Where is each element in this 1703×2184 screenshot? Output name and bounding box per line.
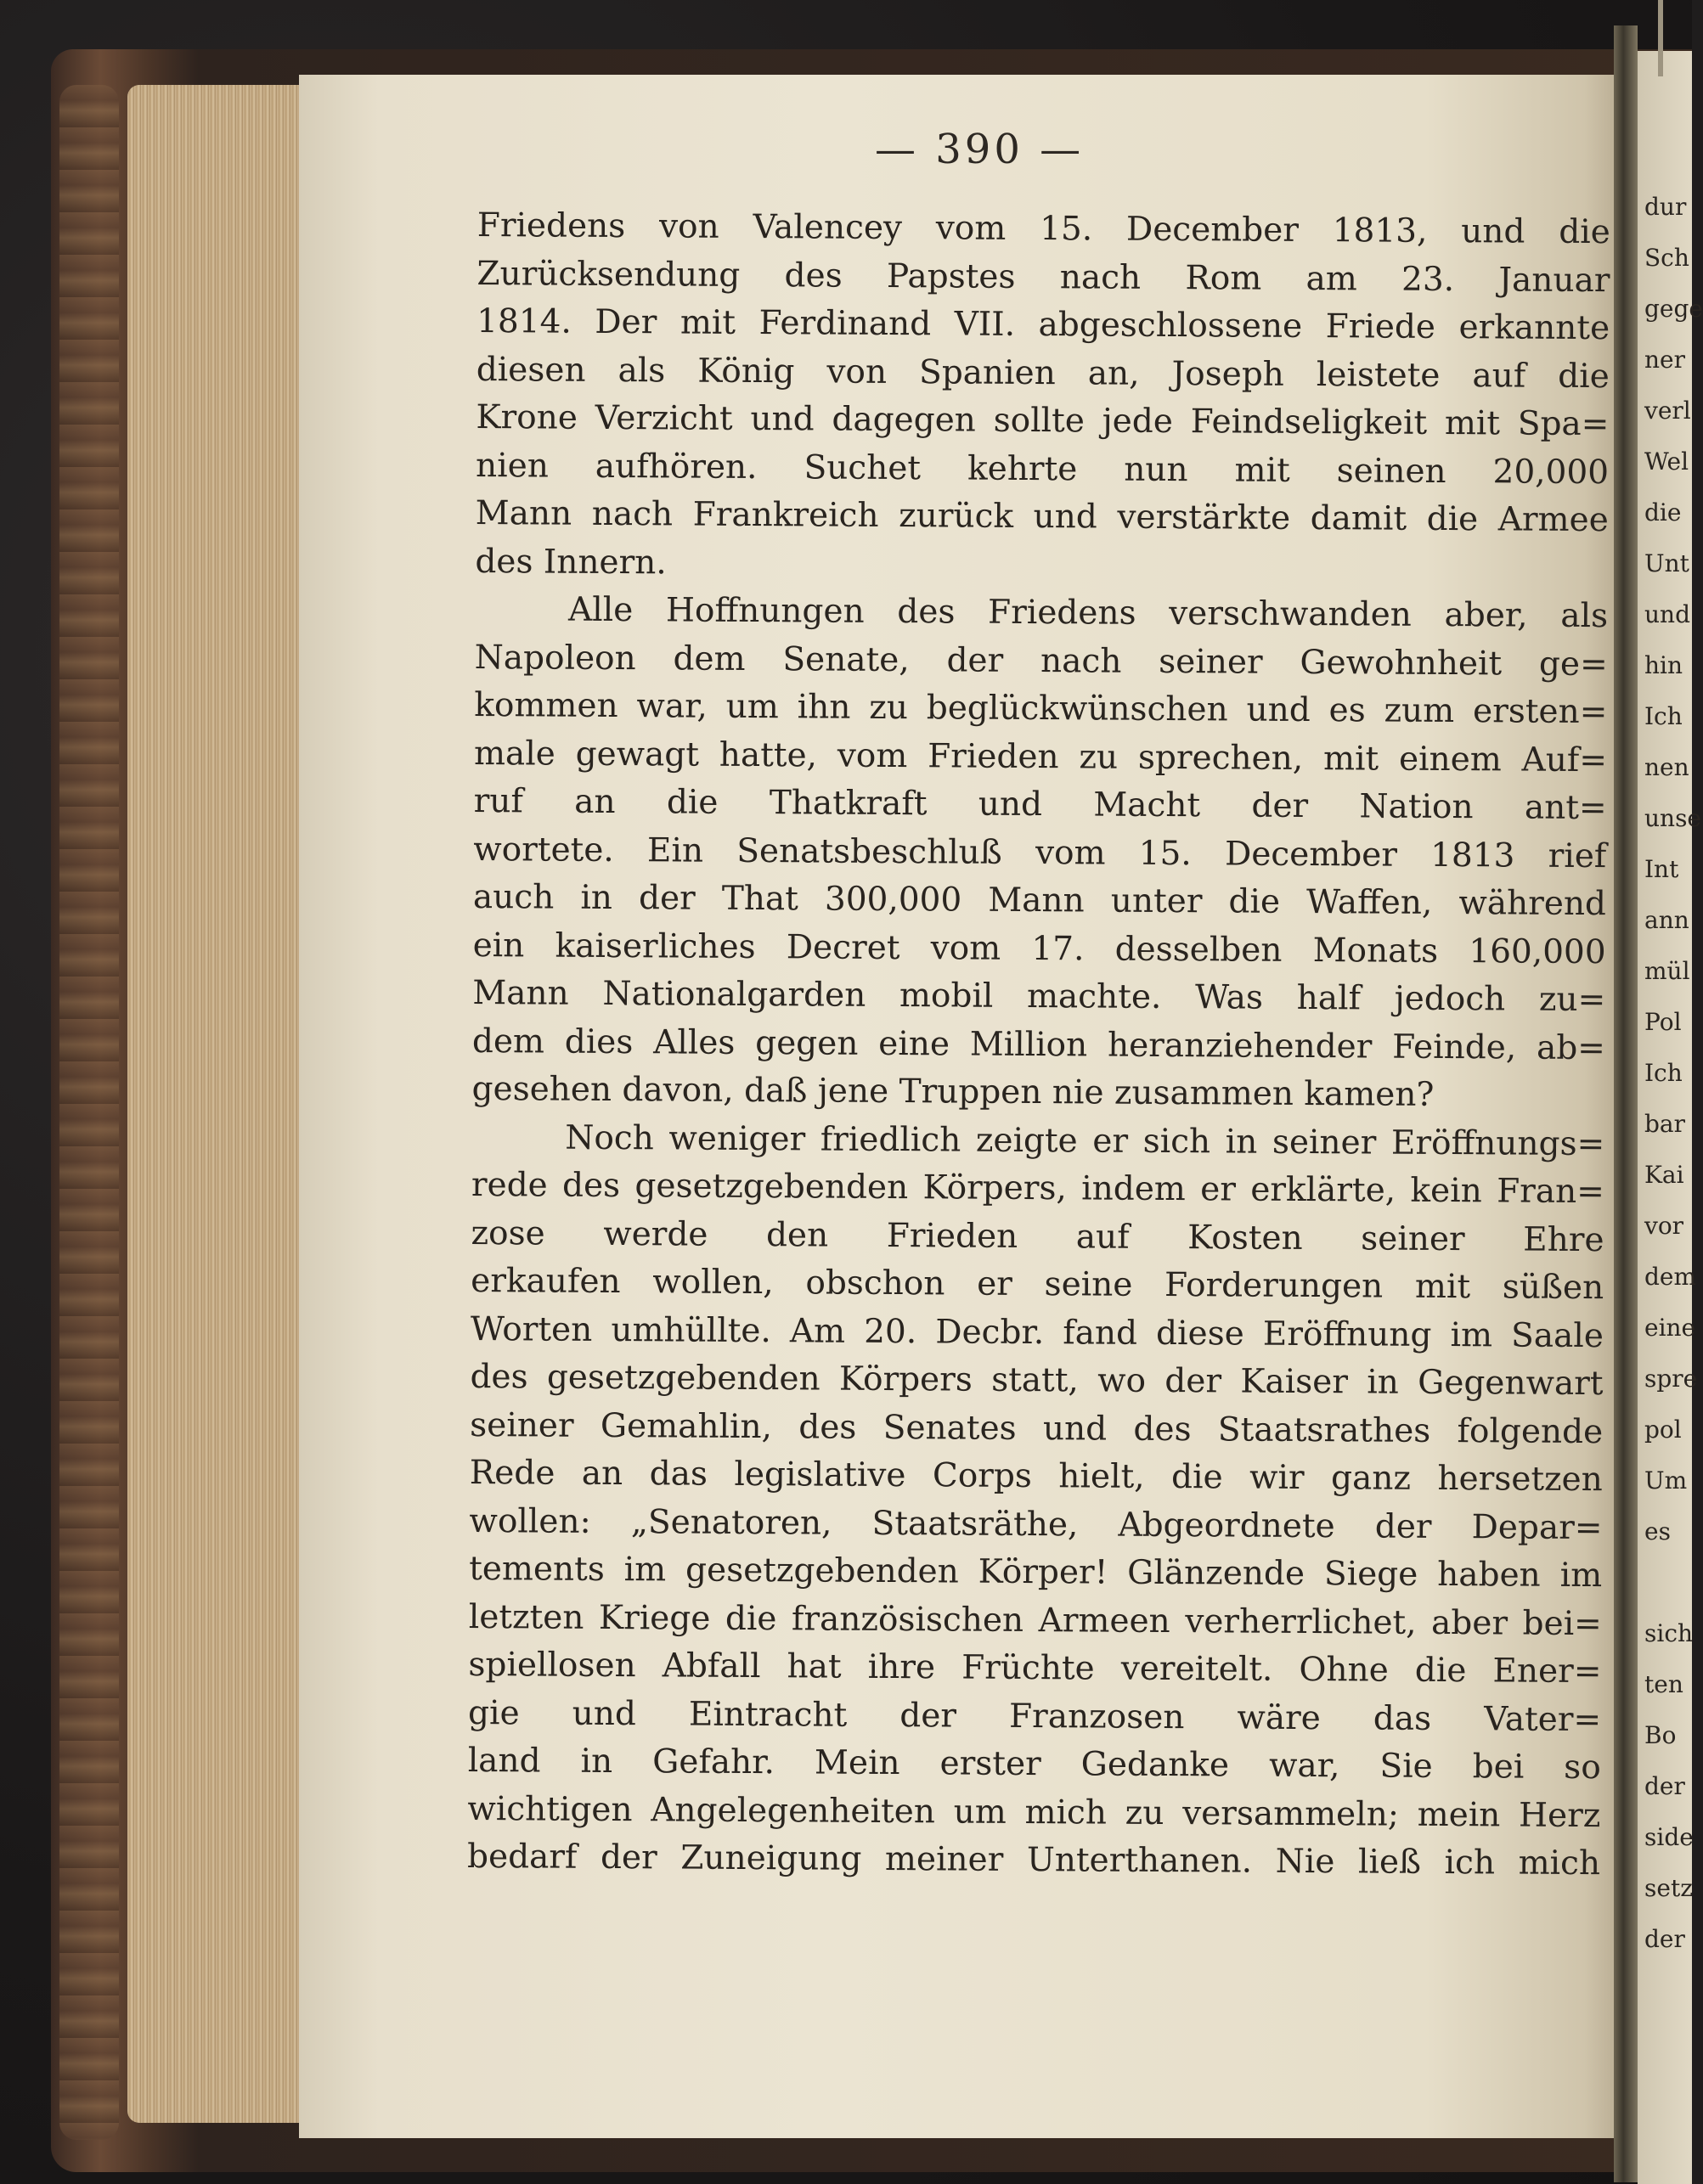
facing-page-fragment: ann <box>1644 906 1689 934</box>
text-line: zose werde den Frieden auf Kosten seiner Ehre <box>471 1213 1604 1259</box>
text-line: kommen war, um ihn zu beglückwünschen und es zum ersten= <box>474 685 1608 732</box>
facing-page-fragment: Kai <box>1644 1161 1684 1189</box>
text-line: spiellosen Abfall hat ihre Früchte vereitelt. Ohne die Ener= <box>468 1645 1602 1691</box>
facing-page-fragment: Ich <box>1644 1059 1683 1087</box>
facing-page-fragment: Sch <box>1644 244 1689 272</box>
text-line: seiner Gemahlin, des Senates und des Staatsrathes folgende <box>470 1405 1604 1451</box>
cover-wear <box>59 85 119 2140</box>
facing-page-fragment: dur <box>1644 193 1687 221</box>
text-line: bedarf der Zuneigung meiner Unterthanen. Nie ließ ich mich <box>466 1837 1601 1883</box>
text-line: erkaufen wollen, obschon er seine Forderungen mit süßen <box>471 1261 1604 1308</box>
facing-page-fragment: der <box>1644 1925 1685 1953</box>
facing-page-fragment: eine <box>1644 1314 1696 1342</box>
text-line: auch in der That 300,000 Mann unter die Waffen, während <box>472 877 1607 924</box>
facing-page-fragment: hin <box>1644 651 1683 679</box>
facing-page-edge <box>1638 51 1703 2184</box>
facing-page-fragment: nen <box>1644 753 1689 781</box>
facing-page-fragment: spre <box>1644 1365 1698 1393</box>
text-line: gie und Eintracht der Franzosen wäre das Vater= <box>467 1693 1602 1739</box>
text-line: Rede an das legislative Corps hielt, die wir ganz hersetzen <box>469 1453 1603 1500</box>
text-line: Zurücksendung des Papstes nach Rom am 23. Januar <box>477 254 1610 300</box>
facing-page-fragment: side <box>1644 1823 1694 1851</box>
text-line: letzten Kriege die französischen Armeen verherrlichet, aber bei= <box>468 1597 1602 1643</box>
facing-page-fragment: dem <box>1644 1263 1697 1291</box>
book-gutter <box>1614 25 1638 2182</box>
facing-page-fragment: Int <box>1644 855 1679 883</box>
text-line: des gesetzgebenden Körpers statt, wo der Kaiser in Gegenwart <box>470 1357 1604 1404</box>
text-line: diesen als König von Spanien an, Joseph leistete auf die <box>476 350 1610 396</box>
text-line: male gewagt hatte, vom Frieden zu sprechen, mit einem Auf= <box>473 734 1608 780</box>
text-line: gesehen davon, daß jene Truppen nie zusammen kamen? <box>471 1069 1435 1114</box>
facing-page-fragment: sich <box>1644 1619 1694 1647</box>
facing-page-fragment: verl <box>1644 397 1691 425</box>
facing-page-fragment: unse <box>1644 804 1702 832</box>
facing-page-fragment: ner <box>1644 346 1685 374</box>
text-line: wichtigen Angelegenheiten um mich zu versammeln; mein Herz <box>467 1789 1601 1835</box>
page-corner <box>1658 0 1663 76</box>
text-line: land in Gefahr. Mein erster Gedanke war, Sie bei so <box>467 1741 1601 1787</box>
facing-page-fragment: gege <box>1644 295 1703 323</box>
text-line: Mann nach Frankreich zurück und verstärkte damit die Armee <box>475 493 1609 540</box>
facing-page-fragment: Um <box>1644 1466 1688 1494</box>
text-line: wortete. Ein Senatsbeschluß vom 15. December 1813 rief <box>473 830 1607 875</box>
text-line: Napoleon dem Senate, der nach seiner Gewohnheit ge= <box>474 638 1608 684</box>
facing-page-fragment: Ich <box>1644 702 1683 730</box>
facing-page-fragment: Bo <box>1644 1721 1677 1749</box>
text-line: Alle Hoffnungen des Friedens verschwanden aber, als <box>567 590 1609 636</box>
text-line: des Innern. <box>475 542 667 582</box>
facing-page-fragment: pol <box>1644 1416 1682 1444</box>
facing-page-fragment: die <box>1644 498 1682 526</box>
facing-page-fragment: Wel <box>1644 447 1689 476</box>
page-edges <box>127 85 306 2123</box>
text-line: Noch weniger friedlich zeigte er sich in seiner Eröffnungs= <box>565 1118 1605 1163</box>
text-line: ein kaiserliches Decret vom 17. desselben Monats 160,000 <box>472 926 1606 971</box>
text-line: tements im gesetzgebenden Körper! Glänzende Siege haben im <box>469 1549 1603 1596</box>
text-line: dem dies Alles gegen eine Million heranziehender Feinde, ab= <box>471 1022 1606 1067</box>
facing-page-fragment: vor <box>1644 1212 1684 1240</box>
text-line: Worten umhüllte. Am 20. Decbr. fand diese Eröffnung im Saale <box>470 1309 1604 1355</box>
body-text <box>467 202 1610 1888</box>
facing-page-fragment: und <box>1644 600 1690 628</box>
text-line: wollen: „Senatoren, Staatsräthe, Abgeordnete der Depar= <box>469 1501 1603 1547</box>
text-line: 1814. Der mit Ferdinand VII. abgeschlossene Friede erkannte <box>477 301 1610 348</box>
facing-page-fragment: ten <box>1644 1670 1683 1698</box>
text-line: nien aufhören. Suchet kehrte nun mit seinen 20,000 <box>475 446 1610 492</box>
text-line: Friedens von Valencey vom 15. December 1813, und die <box>477 205 1610 252</box>
text-line: rede des gesetzgebenden Körpers, indem er erklärte, kein Fran= <box>471 1165 1605 1212</box>
facing-page-fragment: Pol <box>1644 1008 1682 1036</box>
facing-page-fragment: setz <box>1644 1874 1693 1902</box>
text-line: Mann Nationalgarden mobil machte. Was half jedoch zu= <box>472 973 1606 1020</box>
page-number: — 390 — <box>875 126 1085 173</box>
facing-page-fragment: der <box>1644 1772 1685 1800</box>
facing-page-fragment: Unt <box>1644 549 1689 577</box>
facing-page-fragment: bar <box>1644 1110 1686 1138</box>
facing-page-fragment: mül <box>1644 957 1690 985</box>
text-line: ruf an die Thatkraft und Macht der Nation ant= <box>473 781 1607 828</box>
text-line: Krone Verzicht und dagegen sollte jede Feindseligkeit mit Spa= <box>476 397 1610 444</box>
facing-page-fragment: es <box>1644 1517 1671 1545</box>
